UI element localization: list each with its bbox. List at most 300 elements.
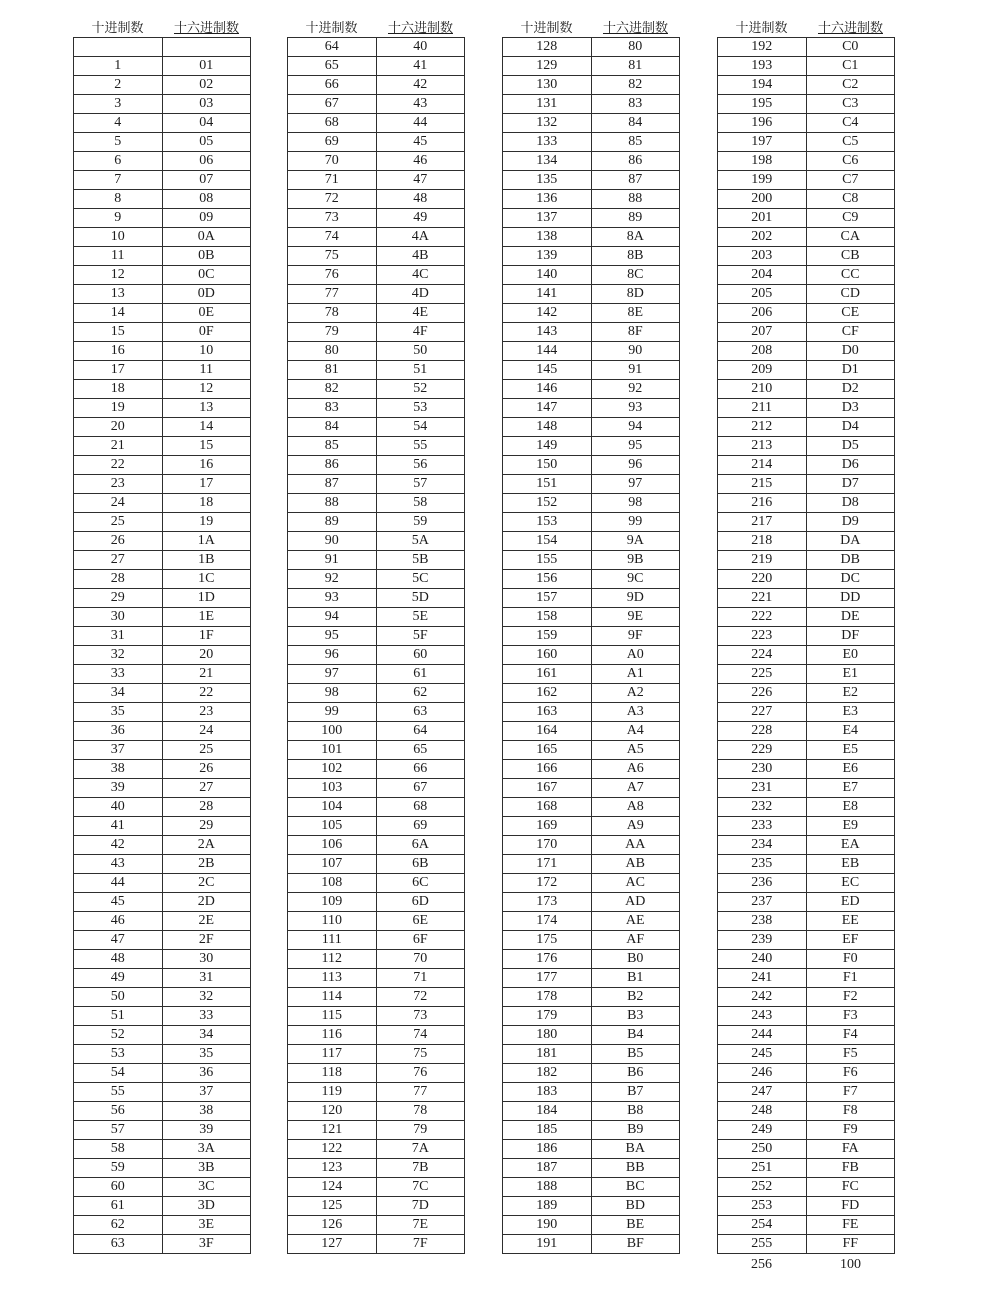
decimal-cell: 221 (718, 589, 807, 608)
decimal-cell: 4 (74, 114, 163, 133)
table-row (74, 513, 251, 532)
hex-cell: 71 (376, 969, 465, 988)
hex-cell: B6 (591, 1064, 680, 1083)
hex-cell: AD (591, 893, 680, 912)
decimal-cell: 208 (718, 342, 807, 361)
table-row (288, 76, 465, 95)
decimal-cell: 173 (503, 893, 592, 912)
table-row (74, 589, 251, 608)
table-row (503, 1178, 680, 1197)
hex-cell: D0 (806, 342, 895, 361)
table-row (718, 1083, 895, 1102)
table-row (74, 361, 251, 380)
decimal-cell: 223 (718, 627, 807, 646)
hex-cell: E6 (806, 760, 895, 779)
decimal-cell: 125 (288, 1197, 377, 1216)
decimal-column-header: 十进制数 (735, 20, 788, 35)
table-row (503, 988, 680, 1007)
table-row (288, 1045, 465, 1064)
hex-cell: 9F (591, 627, 680, 646)
hex-column-header: 十六进制数 (602, 20, 668, 35)
table-row (288, 304, 465, 323)
decimal-cell: 182 (503, 1064, 592, 1083)
decimal-cell: 124 (288, 1178, 377, 1197)
decimal-cell: 67 (288, 95, 377, 114)
table-row (718, 741, 895, 760)
table-row (503, 1045, 680, 1064)
hex-cell: F7 (806, 1083, 895, 1102)
hex-cell: 82 (591, 76, 680, 95)
decimal-cell: 102 (288, 760, 377, 779)
table-row (503, 798, 680, 817)
table-row (74, 133, 251, 152)
table-row (288, 513, 465, 532)
table-row (718, 1007, 895, 1026)
decimal-cell: 160 (503, 646, 592, 665)
decimal-cell: 127 (288, 1235, 377, 1254)
table-row (503, 931, 680, 950)
hex-cell: A1 (591, 665, 680, 684)
hex-cell: E1 (806, 665, 895, 684)
table-row (718, 190, 895, 209)
table-row (288, 1121, 465, 1140)
hex-cell: 9A (591, 532, 680, 551)
hex-cell: C3 (806, 95, 895, 114)
hex-cell: C2 (806, 76, 895, 95)
hex-cell: FF (806, 1235, 895, 1254)
hex-cell: D4 (806, 418, 895, 437)
hex-cell: 4B (376, 247, 465, 266)
table-row (288, 1083, 465, 1102)
table-row (74, 950, 251, 969)
hex-cell: CB (806, 247, 895, 266)
hex-cell: 0C (162, 266, 251, 285)
hex-cell: 86 (591, 152, 680, 171)
hex-cell: 44 (376, 114, 465, 133)
decimal-cell: 77 (288, 285, 377, 304)
hex-cell: 5D (376, 589, 465, 608)
hex-cell: 89 (591, 209, 680, 228)
decimal-cell: 207 (718, 323, 807, 342)
decimal-cell: 121 (288, 1121, 377, 1140)
decimal-cell: 150 (503, 456, 592, 475)
table-row (503, 1235, 680, 1254)
hex-cell: 19 (162, 513, 251, 532)
decimal-cell: 41 (74, 817, 163, 836)
hex-cell: C1 (806, 57, 895, 76)
table-row (718, 76, 895, 95)
decimal-cell: 39 (74, 779, 163, 798)
table-row (74, 95, 251, 114)
hex-cell: F5 (806, 1045, 895, 1064)
hex-cell: B2 (591, 988, 680, 1007)
table-row (288, 228, 465, 247)
decimal-cell: 109 (288, 893, 377, 912)
hex-cell: 9E (591, 608, 680, 627)
hex-cell: 1F (162, 627, 251, 646)
hex-cell: 26 (162, 760, 251, 779)
table-row (288, 912, 465, 931)
decimal-cell: 23 (74, 475, 163, 494)
decimal-cell: 15 (74, 323, 163, 342)
table-row (74, 114, 251, 133)
decimal-cell: 146 (503, 380, 592, 399)
decimal-cell: 7 (74, 171, 163, 190)
hex-cell: AA (591, 836, 680, 855)
table-row (718, 589, 895, 608)
hex-cell: C7 (806, 171, 895, 190)
decimal-cell: 71 (288, 171, 377, 190)
table-row (288, 1140, 465, 1159)
hex-cell: 3C (162, 1178, 251, 1197)
table-row (503, 228, 680, 247)
table-row (74, 646, 251, 665)
decimal-cell: 248 (718, 1102, 807, 1121)
table-row (503, 874, 680, 893)
hex-cell: D5 (806, 437, 895, 456)
table-row (718, 285, 895, 304)
hex-cell: 46 (376, 152, 465, 171)
decimal-cell: 52 (74, 1026, 163, 1045)
decimal-cell: 45 (74, 893, 163, 912)
hex-cell: CE (806, 304, 895, 323)
hex-cell: 60 (376, 646, 465, 665)
hex-cell: 76 (376, 1064, 465, 1083)
table-row (503, 475, 680, 494)
decimal-cell: 185 (503, 1121, 592, 1140)
decimal-cell: 13 (74, 285, 163, 304)
decimal-cell: 236 (718, 874, 807, 893)
hex-cell: 4C (376, 266, 465, 285)
hex-cell: 53 (376, 399, 465, 418)
table-row (288, 437, 465, 456)
decimal-cell: 32 (74, 646, 163, 665)
table-row (288, 836, 465, 855)
table-row (718, 1216, 895, 1235)
table-row (74, 1007, 251, 1026)
hex-cell: C8 (806, 190, 895, 209)
decimal-cell: 196 (718, 114, 807, 133)
table-row (503, 1159, 680, 1178)
decimal-cell: 11 (74, 247, 163, 266)
hex-cell: 14 (162, 418, 251, 437)
decimal-cell: 10 (74, 228, 163, 247)
hex-cell: 99 (591, 513, 680, 532)
decimal-cell: 30 (74, 608, 163, 627)
decimal-cell: 216 (718, 494, 807, 513)
table-row (503, 817, 680, 836)
hex-cell: FC (806, 1178, 895, 1197)
decimal-cell: 203 (718, 247, 807, 266)
hex-cell: 87 (591, 171, 680, 190)
table-row (288, 969, 465, 988)
decimal-cell: 40 (74, 798, 163, 817)
hex-cell: 59 (376, 513, 465, 532)
hex-cell: EE (806, 912, 895, 931)
hex-cell: 74 (376, 1026, 465, 1045)
table-row (503, 532, 680, 551)
table-row (718, 152, 895, 171)
decimal-cell: 234 (718, 836, 807, 855)
decimal-cell: 255 (718, 1235, 807, 1254)
hex-cell: 20 (162, 646, 251, 665)
decimal-cell: 42 (74, 836, 163, 855)
hex-cell: 22 (162, 684, 251, 703)
decimal-cell: 230 (718, 760, 807, 779)
hex-cell: 56 (376, 456, 465, 475)
hex-cell: 17 (162, 475, 251, 494)
table-row (74, 1045, 251, 1064)
decimal-cell: 139 (503, 247, 592, 266)
hex-cell: 35 (162, 1045, 251, 1064)
hex-cell: BC (591, 1178, 680, 1197)
decimal-cell: 19 (74, 399, 163, 418)
decimal-cell: 116 (288, 1026, 377, 1045)
decimal-cell: 246 (718, 1064, 807, 1083)
table-row (288, 171, 465, 190)
decimal-cell: 151 (503, 475, 592, 494)
table-row (74, 874, 251, 893)
table-row (74, 266, 251, 285)
hex-cell: 47 (376, 171, 465, 190)
decimal-cell: 140 (503, 266, 592, 285)
hex-cell: 75 (376, 1045, 465, 1064)
decimal-cell: 239 (718, 931, 807, 950)
hex-cell: F2 (806, 988, 895, 1007)
hex-cell: 34 (162, 1026, 251, 1045)
decimal-cell: 252 (718, 1178, 807, 1197)
table-row (503, 95, 680, 114)
decimal-cell: 119 (288, 1083, 377, 1102)
decimal-cell: 149 (503, 437, 592, 456)
table-row (74, 1159, 251, 1178)
hex-cell: 31 (162, 969, 251, 988)
hex-cell: 66 (376, 760, 465, 779)
hex-cell: CA (806, 228, 895, 247)
hex-cell: 24 (162, 722, 251, 741)
table-row (718, 38, 895, 57)
hex-cell: DE (806, 608, 895, 627)
table-row (718, 1064, 895, 1083)
hex-cell: 18 (162, 494, 251, 513)
hex-cell: 11 (162, 361, 251, 380)
hex-cell: 02 (162, 76, 251, 95)
hex-cell: 4A (376, 228, 465, 247)
table-row (503, 114, 680, 133)
table-row (718, 760, 895, 779)
decimal-cell: 181 (503, 1045, 592, 1064)
decimal-cell: 132 (503, 114, 592, 133)
hex-cell: FA (806, 1140, 895, 1159)
table-row (718, 266, 895, 285)
decimal-cell: 57 (74, 1121, 163, 1140)
decimal-cell: 111 (288, 931, 377, 950)
hex-cell: 0F (162, 323, 251, 342)
hex-cell: 8E (591, 304, 680, 323)
table-row (288, 874, 465, 893)
hex-cell: 39 (162, 1121, 251, 1140)
hex-cell: FD (806, 1197, 895, 1216)
decimal-cell: 36 (74, 722, 163, 741)
decimal-column-header: 十进制数 (305, 20, 358, 35)
hex-cell: DF (806, 627, 895, 646)
table-row (718, 1235, 895, 1254)
table-row (74, 209, 251, 228)
decimal-cell: 206 (718, 304, 807, 323)
hex-cell: 95 (591, 437, 680, 456)
decimal-cell: 3 (74, 95, 163, 114)
hex-cell: 3E (162, 1216, 251, 1235)
hex-cell: 7F (376, 1235, 465, 1254)
table-row (503, 969, 680, 988)
hex-cell: 08 (162, 190, 251, 209)
decimal-cell: 159 (503, 627, 592, 646)
hex-cell: 29 (162, 817, 251, 836)
hex-cell: 92 (591, 380, 680, 399)
decimal-cell: 243 (718, 1007, 807, 1026)
hex-cell: CD (806, 285, 895, 304)
table-row (74, 1121, 251, 1140)
table-row (288, 190, 465, 209)
decimal-cell: 92 (288, 570, 377, 589)
decimal-cell: 219 (718, 551, 807, 570)
decimal-cell: 193 (718, 57, 807, 76)
hex-cell: E0 (806, 646, 895, 665)
hex-cell: AC (591, 874, 680, 893)
table-row (288, 361, 465, 380)
hex-cell: 27 (162, 779, 251, 798)
table-row (74, 57, 251, 76)
table-row (288, 893, 465, 912)
table-row (718, 988, 895, 1007)
decimal-cell: 191 (503, 1235, 592, 1254)
table-row (503, 399, 680, 418)
decimal-cell: 145 (503, 361, 592, 380)
table-row (503, 1026, 680, 1045)
decimal-cell: 24 (74, 494, 163, 513)
decimal-cell: 158 (503, 608, 592, 627)
decimal-cell: 175 (503, 931, 592, 950)
decimal-cell: 16 (74, 342, 163, 361)
decimal-cell: 214 (718, 456, 807, 475)
hex-column-header: 十六进制数 (387, 20, 453, 35)
conversion-table-2 (287, 37, 465, 1254)
decimal-cell: 90 (288, 532, 377, 551)
decimal-cell: 244 (718, 1026, 807, 1045)
decimal-cell: 93 (288, 589, 377, 608)
table-row (74, 456, 251, 475)
table-row (288, 380, 465, 399)
decimal-cell: 123 (288, 1159, 377, 1178)
decimal-cell: 177 (503, 969, 592, 988)
table-row (503, 456, 680, 475)
hex-cell: 1A (162, 532, 251, 551)
decimal-cell: 103 (288, 779, 377, 798)
decimal-cell: 137 (503, 209, 592, 228)
table-row (74, 931, 251, 950)
table-row (718, 304, 895, 323)
hex-cell: 7D (376, 1197, 465, 1216)
decimal-cell: 229 (718, 741, 807, 760)
table-row (74, 608, 251, 627)
hex-cell: 33 (162, 1007, 251, 1026)
decimal-cell: 212 (718, 418, 807, 437)
hex-cell: A5 (591, 741, 680, 760)
hex-cell: 83 (591, 95, 680, 114)
hex-cell: 6F (376, 931, 465, 950)
decimal-cell: 25 (74, 513, 163, 532)
table-row (503, 57, 680, 76)
decimal-cell: 178 (503, 988, 592, 1007)
table-row (503, 418, 680, 437)
hex-cell: EC (806, 874, 895, 893)
hex-cell: 90 (591, 342, 680, 361)
hex-cell: B3 (591, 1007, 680, 1026)
table-row (503, 247, 680, 266)
table-row (503, 741, 680, 760)
table-row (503, 152, 680, 171)
table-row (718, 608, 895, 627)
decimal-cell: 26 (74, 532, 163, 551)
table-row (503, 950, 680, 969)
table-row (288, 1197, 465, 1216)
table-row (718, 114, 895, 133)
decimal-cell: 35 (74, 703, 163, 722)
table-row (288, 950, 465, 969)
decimal-cell: 211 (718, 399, 807, 418)
decimal-cell: 21 (74, 437, 163, 456)
decimal-cell: 14 (74, 304, 163, 323)
decimal-cell: 247 (718, 1083, 807, 1102)
decimal-cell: 80 (288, 342, 377, 361)
decimal-cell: 164 (503, 722, 592, 741)
table-row (718, 912, 895, 931)
decimal-cell: 228 (718, 722, 807, 741)
table-row (718, 228, 895, 247)
table-row (718, 361, 895, 380)
hex-cell: 9B (591, 551, 680, 570)
decimal-cell: 209 (718, 361, 807, 380)
hex-cell: 40 (376, 38, 465, 57)
table-row (288, 931, 465, 950)
table-row (288, 722, 465, 741)
decimal-cell: 199 (718, 171, 807, 190)
hex-cell: 65 (376, 741, 465, 760)
hex-cell: FB (806, 1159, 895, 1178)
decimal-cell: 62 (74, 1216, 163, 1235)
conversion-table-4 (717, 37, 895, 1254)
table-row (288, 779, 465, 798)
decimal-cell: 60 (74, 1178, 163, 1197)
hex-cell: 81 (591, 57, 680, 76)
decimal-cell: 107 (288, 855, 377, 874)
decimal-cell: 205 (718, 285, 807, 304)
decimal-cell: 12 (74, 266, 163, 285)
table-row (288, 798, 465, 817)
table-row (718, 665, 895, 684)
decimal-cell: 210 (718, 380, 807, 399)
decimal-cell: 155 (503, 551, 592, 570)
hex-cell: 97 (591, 475, 680, 494)
decimal-cell: 134 (503, 152, 592, 171)
table-row (503, 1197, 680, 1216)
hex-cell: 2A (162, 836, 251, 855)
decimal-cell: 241 (718, 969, 807, 988)
decimal-cell: 89 (288, 513, 377, 532)
table-row (503, 703, 680, 722)
hex-cell: AB (591, 855, 680, 874)
table-row (503, 437, 680, 456)
